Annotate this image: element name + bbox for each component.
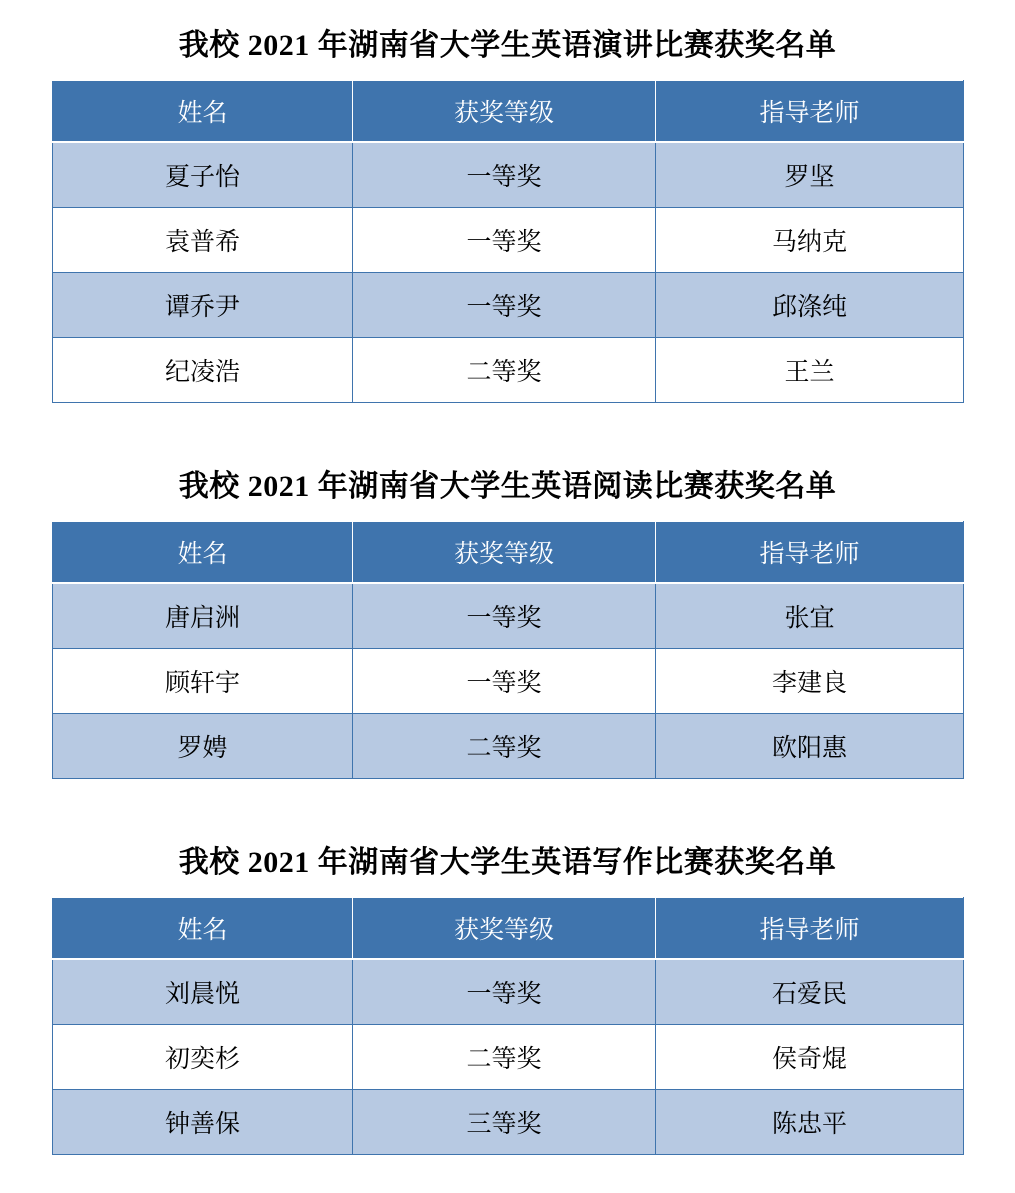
cell-award-level: 一等奖 (353, 583, 656, 649)
column-header-advisor: 指导老师 (656, 522, 964, 584)
column-header-name: 姓名 (53, 522, 353, 584)
table-row (53, 583, 964, 649)
cell-name: 唐启洲 (53, 583, 353, 649)
cell-advisor: 罗坚 (656, 142, 964, 208)
cell-name: 谭乔尹 (53, 273, 353, 338)
cell-advisor: 李建良 (656, 649, 964, 714)
cell-name: 夏子怡 (53, 142, 353, 208)
table-row (53, 273, 964, 338)
cell-advisor: 张宜 (656, 583, 964, 649)
cell-name: 袁普希 (53, 208, 353, 273)
award-table-speech (52, 80, 964, 403)
cell-award-level: 一等奖 (353, 273, 656, 338)
cell-name: 罗娉 (53, 714, 353, 779)
page-title: 我校 2021 年湖南省大学生英语写作比赛获奖名单 (178, 846, 837, 879)
table-row (53, 649, 964, 714)
cell-advisor: 石爱民 (656, 959, 964, 1025)
cell-advisor: 侯奇焜 (656, 1025, 964, 1090)
column-header-name: 姓名 (53, 898, 353, 960)
table-header-row (53, 522, 964, 584)
table-header-row (53, 898, 964, 960)
cell-name: 纪凌浩 (53, 338, 353, 403)
cell-award-level: 二等奖 (353, 714, 656, 779)
column-header-advisor: 指导老师 (656, 81, 964, 143)
cell-advisor: 王兰 (656, 338, 964, 403)
cell-advisor: 陈忠平 (656, 1090, 964, 1155)
cell-advisor: 马纳克 (656, 208, 964, 273)
page-title: 我校 2021 年湖南省大学生英语阅读比赛获奖名单 (178, 470, 837, 503)
column-header-award-level: 获奖等级 (353, 898, 656, 960)
cell-award-level: 二等奖 (353, 1025, 656, 1090)
cell-award-level: 一等奖 (353, 142, 656, 208)
award-table-reading (52, 521, 964, 779)
table-row (53, 142, 964, 208)
page-title: 我校 2021 年湖南省大学生英语演讲比赛获奖名单 (178, 29, 837, 62)
cell-advisor: 邱涤纯 (656, 273, 964, 338)
cell-award-level: 三等奖 (353, 1090, 656, 1155)
award-section-speech (52, 28, 963, 403)
cell-award-level: 一等奖 (353, 959, 656, 1025)
table-row (53, 338, 964, 403)
table-header-row (53, 81, 964, 143)
column-header-award-level: 获奖等级 (353, 81, 656, 143)
column-header-award-level: 获奖等级 (353, 522, 656, 584)
award-section-writing (52, 845, 963, 1155)
table-row (53, 959, 964, 1025)
cell-award-level: 一等奖 (353, 649, 656, 714)
table-row (53, 1090, 964, 1155)
column-header-name: 姓名 (53, 81, 353, 143)
cell-name: 初奕杉 (53, 1025, 353, 1090)
column-header-advisor: 指导老师 (656, 898, 964, 960)
cell-name: 刘晨悦 (53, 959, 353, 1025)
cell-name: 顾轩宇 (53, 649, 353, 714)
cell-name: 钟善保 (53, 1090, 353, 1155)
award-table-writing (52, 897, 964, 1155)
table-row (53, 208, 964, 273)
cell-award-level: 一等奖 (353, 208, 656, 273)
table-row (53, 1025, 964, 1090)
award-section-reading (52, 469, 963, 779)
table-row (53, 714, 964, 779)
cell-award-level: 二等奖 (353, 338, 656, 403)
cell-advisor: 欧阳惠 (656, 714, 964, 779)
